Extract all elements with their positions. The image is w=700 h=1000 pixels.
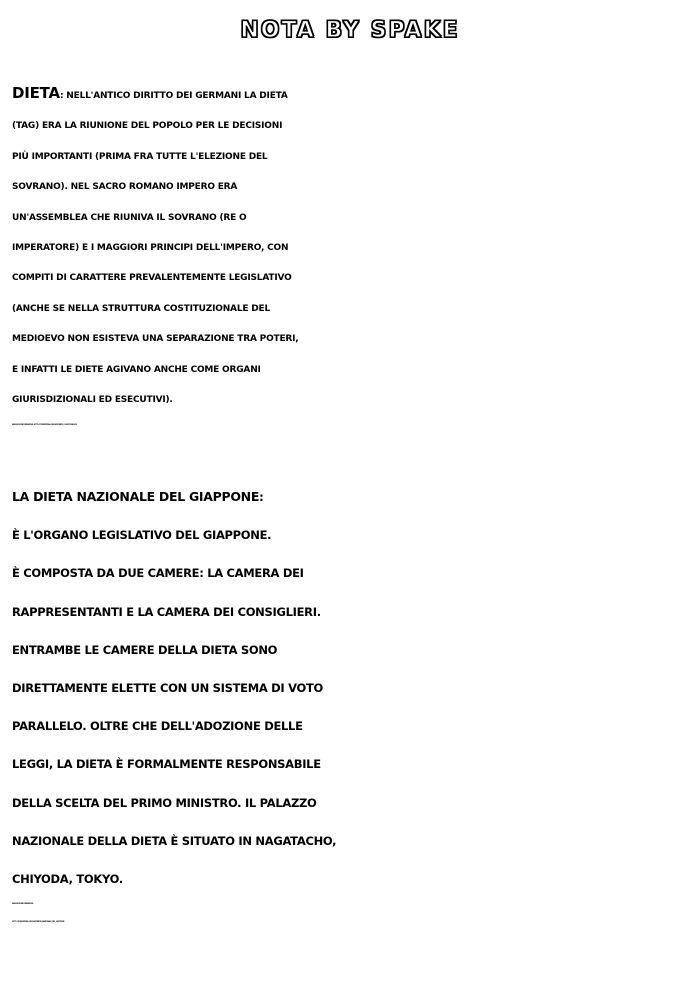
page-title: NOTA BY SPAKE [240,18,460,43]
dieta-line-6: IMPERATORE) E I MAGGIORI PRINCIPI DELL'IMPERO, CON [12,243,289,254]
dieta-term: DIETA [12,84,60,102]
dieta-line-5: UN'ASSEMBLEA CHE RIUNIVA IL SOVRANO (RE O [12,212,247,223]
dieta-line-8: (ANCHE SE NELLA STRUTTURA COSTITUZIONALE DEL [12,303,270,314]
dieta-line-11: GIURISDIZIONALI ED ESECUTIVI). [12,395,173,406]
giappone-line-4: RAPPRESENTANTI E LA CAMERA DEI CONSIGLIERI. [12,604,321,619]
giappone-line-6: DIRETTAMENTE ELETTE CON UN SISTEMA DI VOTO [12,681,324,696]
dieta-section [12,78,692,436]
dieta-line-9: MEDIOEVO NON ESISTEVA UNA SEPARAZIONE TRA POTERI, [12,334,299,345]
giappone-line-9: DELLA SCELTA DEL PRIMO MINISTRO. IL PALAZZO [12,795,317,810]
dieta-line-3: PIÙ IMPORTANTI (PRIMA FRA TUTTE L'ELEZIONE DEL [12,151,268,162]
giappone-line-11: CHIYODA, TOKYO. [12,872,123,887]
giappone-line-7: PARALLELO. OLTRE CHE DELL'ADOZIONE DELLE [12,719,303,734]
giappone-line-5: ENTRAMBE LE CAMERE DELLA DIETA SONO [12,642,278,657]
giappone-term: LA DIETA NAZIONALE DEL GIAPPONE [12,489,260,504]
dieta-line-4: SOVRANO). NEL SACRO ROMANO IMPERO ERA [12,182,238,193]
giappone-more-info-link: HTTP://IT.WIKIPEDIA.ORG/WIKI/DIETA_NAZIONALE_DEL_GIAPPONE [12,922,65,924]
giappone-line-1: LA DIETA NAZIONALE DEL GIAPPONE: [12,489,264,504]
giappone-line-2: È L'ORGANO LEGISLATIVO DEL GIAPPONE. [12,528,272,543]
giappone-more-info-label: MAGGIORI INFORMAZIONI: [12,904,34,906]
dieta-giappone-section [12,478,692,934]
dieta-line-7: COMPITI DI CARATTERE PREVALENTEMENTE LEGISLATIVO [12,273,292,284]
giappone-line-10: NAZIONALE DELLA DIETA È SITUATO IN NAGATACHO, [12,833,337,848]
dieta-line-10: E INFATTI LE DIETE AGIVANO ANCHE COME ORGANI [12,364,261,375]
dieta-line-1: DIETA: NELL'ANTICO DIRITTO DEI GERMANI LA DIETA [12,84,288,102]
giappone-line-8: LEGGI, LA DIETA È FORMALMENTE RESPONSABILE [12,757,321,772]
giappone-line-3: È COMPOSTA DA DUE CAMERE: LA CAMERA DEI [12,566,304,581]
dieta-line-2: (TAG) ERA LA RIUNIONE DEL POPOLO PER LE DECISIONI [12,121,283,132]
dieta-more-info-link: MAGGIORI INFORMAZIONI: HTTP://IT.WIKIPEDIA.ORG/WIKI/DIETA_%28STORIA%29 [12,425,77,427]
